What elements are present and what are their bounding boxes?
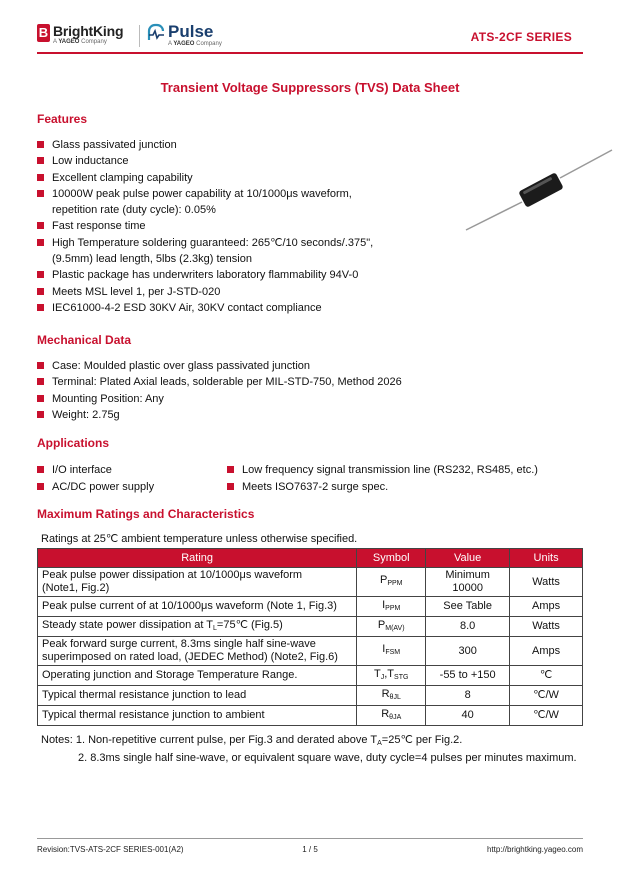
rating-cell: Typical thermal resistance junction to ambient: [38, 706, 357, 726]
rating-cell: Peak pulse current of at 10/1000μs waveform (Note 1, Fig.3): [38, 597, 357, 617]
feature-item: High Temperature soldering guaranteed: 265℃/10 seconds/.375", (9.5mm) lead length, 5lbs (2.3kg) tension: [37, 235, 373, 268]
value-cell: Minimum 10000: [426, 568, 510, 597]
feature-item: Plastic package has underwriters laboratory flammability 94V-0: [37, 267, 373, 283]
units-cell: Amps: [510, 637, 583, 666]
mechanical-heading: Mechanical Data: [37, 333, 132, 347]
feature-item: Meets MSL level 1, per J-STD-020: [37, 284, 373, 300]
units-cell: ℃/W: [510, 706, 583, 726]
bullet-square-icon: [37, 190, 44, 197]
value-cell: 300: [426, 637, 510, 666]
table-row: [38, 686, 583, 706]
symbol-cell: $R_{\theta JA}$: [357, 706, 426, 726]
table-row: [38, 568, 583, 597]
symbol-cell: $P_{M(AV)}$: [357, 617, 426, 637]
units-cell: ℃: [510, 666, 583, 686]
symbol-cell: $R_{\theta JL}$: [357, 686, 426, 706]
symbol-cell: $I_{PPM}$: [357, 597, 426, 617]
ratings-note: Ratings at 25℃ ambient temperature unless otherwise specified.: [41, 533, 358, 545]
symbol-cell: $I_{FSM}$: [357, 637, 426, 666]
footer-rule: [37, 838, 583, 839]
features-list: [37, 137, 373, 316]
table-row: [38, 666, 583, 686]
application-item: I/O interface: [37, 462, 227, 479]
rating-cell: Typical thermal resistance junction to lead: [38, 686, 357, 706]
symbol-cell: $P_{PPM}$: [357, 568, 426, 597]
units-cell: ℃/W: [510, 686, 583, 706]
column-header-symbol: Symbol: [357, 549, 426, 568]
pulse-name: Pulse: [168, 22, 214, 41]
ratings-heading: Maximum Ratings and Characteristics: [37, 507, 255, 521]
bullet-square-icon: [37, 222, 44, 229]
bullet-square-icon: [37, 288, 44, 295]
bullet-square-icon: [37, 395, 44, 402]
table-row: [38, 637, 583, 666]
symbol-cell: $T_J,T_{STG}$: [357, 666, 426, 686]
value-cell: See Table: [426, 597, 510, 617]
rating-cell: Operating junction and Storage Temperature Range.: [38, 666, 357, 686]
units-cell: Watts: [510, 617, 583, 637]
brightking-mark-icon: B: [38, 25, 49, 40]
mechanical-item: Case: Moulded plastic over glass passivated junction: [37, 358, 402, 374]
page-header: [0, 0, 620, 58]
value-cell: 8: [426, 686, 510, 706]
table-row: [38, 706, 583, 726]
footer-url[interactable]: http://brightking.yageo.com: [486, 845, 583, 854]
ratings-table: [37, 548, 583, 726]
rating-cell: Peak pulse power dissipation at 10/1000μs waveform (Note1, Fig.2): [38, 568, 357, 597]
bullet-square-icon: [37, 239, 44, 246]
column-header-value: Value: [426, 549, 510, 568]
feature-item: Fast response time: [37, 218, 373, 234]
value-cell: 40: [426, 706, 510, 726]
bullet-square-icon: [37, 378, 44, 385]
feature-item: Low inductance: [37, 153, 373, 169]
bullet-square-icon: [37, 157, 44, 164]
column-header-units: Units: [510, 549, 583, 568]
brightking-name: BrightKing: [53, 23, 124, 39]
feature-item: Glass passivated junction: [37, 137, 373, 153]
logo-divider: [139, 25, 140, 47]
feature-item: IEC61000-4-2 ESD 30KV Air, 30KV contact compliance: [37, 300, 373, 316]
pulse-logo: [146, 23, 222, 48]
column-header-rating: Rating: [38, 549, 357, 568]
mechanical-item: Mounting Position: Any: [37, 391, 402, 407]
table-row: [38, 617, 583, 637]
footer-page-number: 1 / 5: [302, 845, 318, 854]
application-item: Low frequency signal transmission line (RS232, RS485, etc.): [227, 462, 538, 479]
header-rule: [37, 52, 583, 54]
brightking-subtitle: A YAGEO Company: [53, 39, 107, 45]
pulse-mark-icon: [146, 23, 166, 43]
axial-diode-illustration: [462, 140, 620, 240]
bullet-square-icon: [37, 141, 44, 148]
mechanical-item: Terminal: Plated Axial leads, solderable per MIL-STD-750, Method 2026: [37, 374, 402, 390]
mechanical-item: Weight: 2.75g: [37, 407, 402, 423]
series-label: ATS-2CF SERIES: [470, 30, 572, 44]
units-cell: Watts: [510, 568, 583, 597]
table-row: [38, 597, 583, 617]
application-item: Meets ISO7637-2 surge spec.: [227, 479, 388, 496]
value-cell: 8.0: [426, 617, 510, 637]
applications-heading: Applications: [37, 436, 110, 450]
brightking-logo: [37, 24, 123, 46]
bullet-square-icon: [37, 271, 44, 278]
applications-list: [37, 462, 587, 496]
feature-item: 10000W peak pulse power capability at 10/1000μs waveform, repetition rate (duty cycle): 0.05%: [37, 186, 373, 219]
note-2: 2. 8.3ms single half sine-wave, or equivalent square wave, duty cycle=4 pulses per minutes maximum.: [78, 752, 577, 764]
units-cell: Amps: [510, 597, 583, 617]
document-title: Transient Voltage Suppressors (TVS) Data Sheet: [160, 80, 460, 95]
bullet-square-icon: [37, 362, 44, 369]
rating-cell: Peak forward surge current, 8.3ms single half sine-wave superimposed on rated load, (JEDEC Method) (Note2, Fig.6): [38, 637, 357, 666]
bullet-square-icon: [37, 304, 44, 311]
mechanical-list: [37, 358, 402, 423]
application-item: AC/DC power supply: [37, 479, 227, 496]
bullet-square-icon: [37, 411, 44, 418]
pulse-subtitle: A YAGEO Company: [168, 41, 222, 47]
feature-item: Excellent clamping capability: [37, 170, 373, 186]
features-heading: Features: [37, 112, 88, 126]
note-1: Notes: 1. Non-repetitive current pulse, per Fig.3 and derated above $T_A=25℃$ per Fig.2.: [41, 734, 463, 747]
bullet-square-icon: [37, 174, 44, 181]
rating-cell: Steady state power dissipation at $T_L=75℃$ (Fig.5): [38, 617, 357, 637]
notes: [41, 733, 577, 766]
value-cell: -55 to +150: [426, 666, 510, 686]
footer-revision: Revision:TVS-ATS-2CF SERIES-001(A2): [37, 845, 184, 854]
